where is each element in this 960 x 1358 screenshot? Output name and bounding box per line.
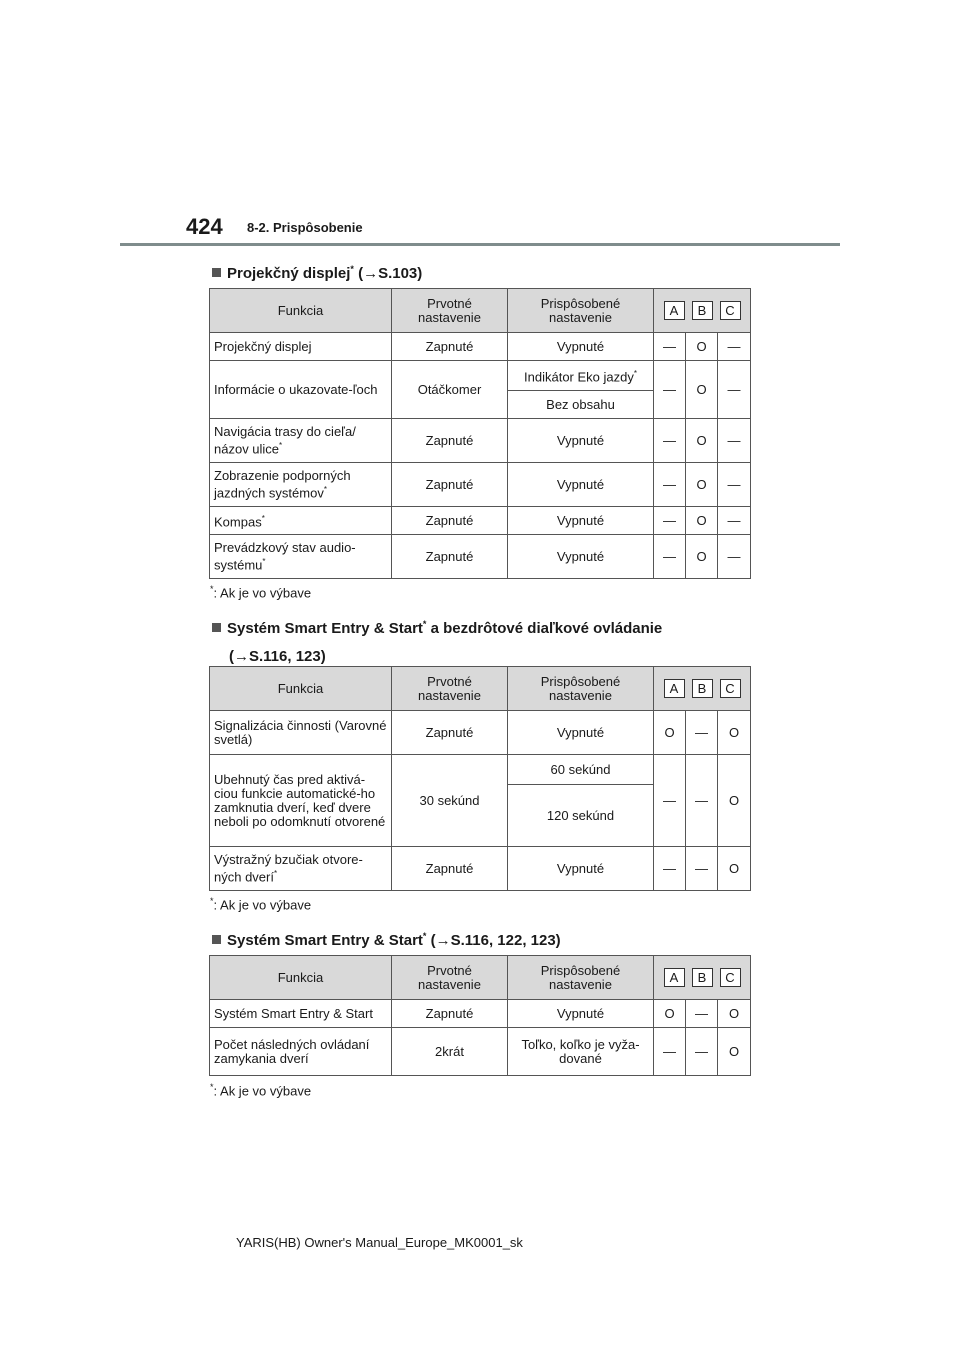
- table-header-row: Funkcia Prvotné nastavenie Prispôsobené nastavenie A B C: [210, 956, 751, 1000]
- footnote: *: Ak je vo výbave: [210, 1082, 312, 1099]
- section1-table: [209, 288, 751, 579]
- table-row: Navigácia trasy do cieľa/ názov ulice* Zapnuté Vypnuté — O —: [210, 419, 751, 463]
- table-header-row: Funkcia Prvotné nastavenie Prispôsobené nastavenie A B C: [210, 667, 751, 711]
- table-row: Bez obsahu: [210, 391, 751, 419]
- table-row: Systém Smart Entry & Start Zapnuté Vypnuté O — O: [210, 1000, 751, 1028]
- table-row: 120 sekúnd: [210, 785, 751, 847]
- section3-table: [209, 955, 751, 1076]
- square-bullet-icon: [212, 935, 221, 944]
- square-bullet-icon: [212, 268, 221, 277]
- table-row: Projekčný displej Zapnuté Vypnuté — O —: [210, 333, 751, 361]
- table-row: Výstražný bzučiak otvore-ných dverí* Zapnuté Vypnuté — — O: [210, 847, 751, 891]
- page-number: 424: [186, 214, 223, 239]
- header-rule: [120, 243, 840, 246]
- footnote: *: Ak je vo výbave: [210, 896, 312, 913]
- table-row: Signalizácia činnosti (Varovné svetlá) Zapnuté Vypnuté O — O: [210, 711, 751, 755]
- section-title: 8-2. Prispôsobenie: [247, 220, 363, 235]
- table-row: Kompas* Zapnuté Vypnuté — O —: [210, 507, 751, 535]
- table-row: Zobrazenie podporných jazdných systémov* Zapnuté Vypnuté — O —: [210, 463, 751, 507]
- table-header-row: Funkcia Prvotné nastavenie Prispôsobené nastavenie A B C: [210, 289, 751, 333]
- footnote: *: Ak je vo výbave: [210, 584, 312, 601]
- table-row: Prevádzkový stav audio-systému* Zapnuté Vypnuté — O —: [210, 535, 751, 579]
- section1-heading: Projekčný displej* (→S.103): [212, 255, 422, 288]
- footer-text: YARIS(HB) Owner's Manual_Europe_MK0001_sk: [236, 1235, 523, 1250]
- section2-heading: Systém Smart Entry & Start* a bezdrôtové diaľkové ovládanie (→S.116, 123): [212, 610, 662, 671]
- table-row: Počet následných ovládaní zamykania dverí 2krát Toľko, koľko je vyža-dované — — O: [210, 1028, 751, 1076]
- section2-table: [209, 666, 751, 891]
- table-row: Informácie o ukazovate-ľoch Otáčkomer Indikátor Eko jazdy* — O —: [210, 361, 751, 391]
- square-bullet-icon: [212, 623, 221, 632]
- table-row: Ubehnutý čas pred aktivá-ciou funkcie automatické-ho zamknutia dverí, keď dvere neboli po odomknutí otvorené 30 sekúnd 60 sekúnd — — O: [210, 755, 751, 785]
- section3-heading: Systém Smart Entry & Start* (→S.116, 122, 123): [212, 922, 561, 955]
